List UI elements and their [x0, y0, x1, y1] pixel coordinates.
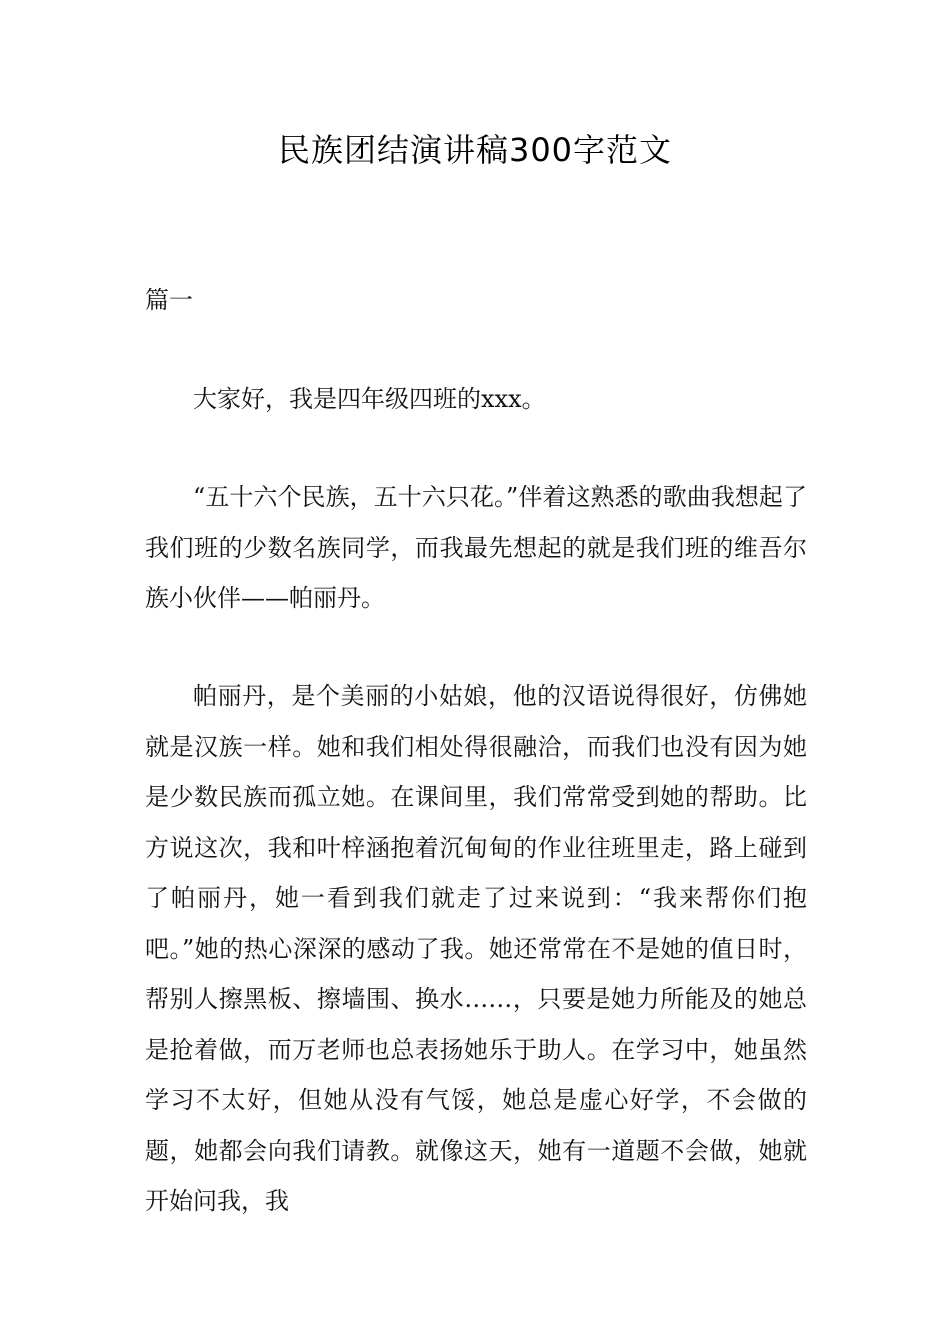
paragraph-intro: “五十六个民族，五十六只花。”伴着这熟悉的歌曲我想起了我们班的少数名族同学，而我最先想起的就是我们班的维吾尔族小伙伴——帕丽丹。 [145, 483, 807, 612]
paragraph-greeting: 大家好，我是四年级四班的xxx。 [193, 385, 546, 413]
section-heading: 篇一 [145, 286, 193, 314]
document-title: 民族团结演讲稿300字范文 [277, 131, 673, 169]
paragraph-body: 帕丽丹，是个美丽的小姑娘，他的汉语说得很好，仿佛她就是汉族一样。她和我们相处得很融洽，而我们也没有因为她是少数民族而孤立她。在课间里，我们常常受到她的帮助。比方说这次，我和叶梓涵抱着沉甸甸的作业往班里走，路上碰到了帕丽丹，她一看到我们就走了过来说到：“我来帮你们抱吧。”她的热心深深的感动了我。她还常常在不是她的值日时，帮别人擦黑板、擦墙围、换水……，只要是她力所能及的她总是抢着做，而万老师也总表扬她乐于助人。在学习中，她虽然学习不太好，但她从没有气馁，她总是虚心好学，不会做的题，她都会向我们请教。就像这天，她有一道题不会做，她就开始问我，我 [145, 682, 807, 1215]
